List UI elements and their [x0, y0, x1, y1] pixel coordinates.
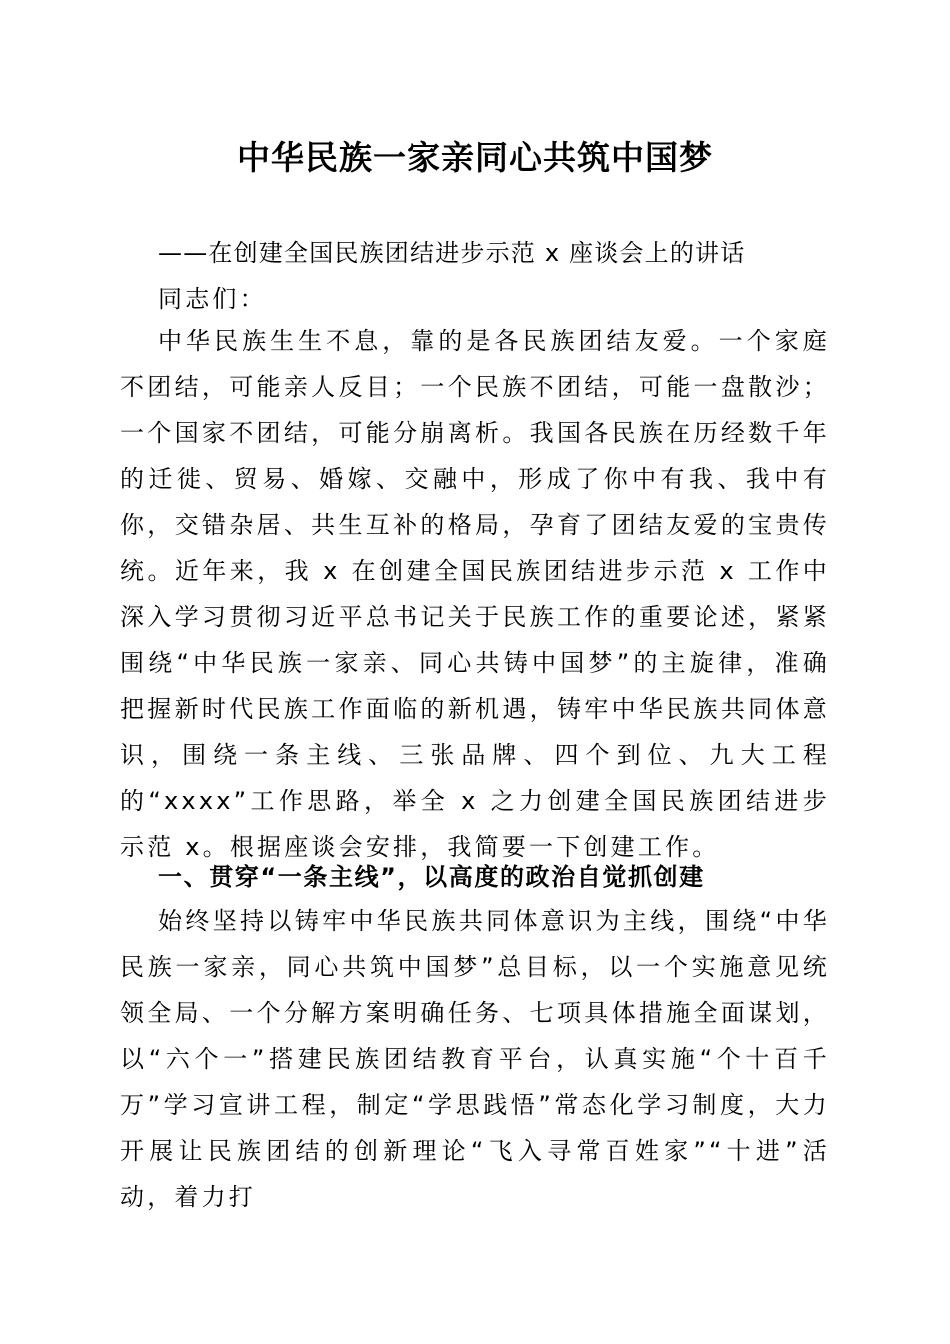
paragraph-intro: 中华民族生生不息，靠的是各民族团结友爱。一个家庭不团结，可能亲人反目；一个民族不团结，可能一盘散沙；一个国家不团结，可能分崩离析。我国各民族在历经数千年的迁徙、贸易、婚嫁、交融中，形成了你中有我、我中有你，交错杂居、共生互补的格局，孕育了团结友爱的宝贵传统。近年来，我 x 在创建全国民族团结进步示范 x 工作中深入学习贯彻习近平总书记关于民族工作的重要论述，紧紧围绕“中华民族一家亲、同心共铸中国梦”的主旋律，准确把握新时代民族工作面临的新机遇，铸牢中华民族共同体意识，围绕一条主线、三张品牌、四个到位、九大工程的“xxxx”工作思路，举全 x 之力创建全国民族团结进步示范 x。根据座谈会安排，我简要一下创建工作。 — [120, 327, 830, 861]
section-heading-1: 一、贯穿“一条主线”，以高度的政治自觉抓创建 — [158, 863, 705, 891]
document-title: 中华民族一家亲同心共筑中国梦 — [237, 138, 713, 177]
greeting: 同志们： — [158, 285, 267, 313]
paragraph-section-1: 始终坚持以铸牢中华民族共同体意识为主线，围绕“中华民族一家亲，同心共筑中国梦”总目标，以一个实施意见统领全局、一个分解方案明确任务、七项具体措施全面谋划，以“六个一”搭建民族团结教育平台，认真实施“个十百千万”学习宣讲工程，制定“学思践悟”常态化学习制度，大力开展让民族团结的创新理论“飞入寻常百姓家”“十进”活动，着力打 — [120, 907, 830, 1211]
document-subtitle: ——在创建全国民族团结进步示范 x 座谈会上的讲话 — [158, 239, 746, 267]
